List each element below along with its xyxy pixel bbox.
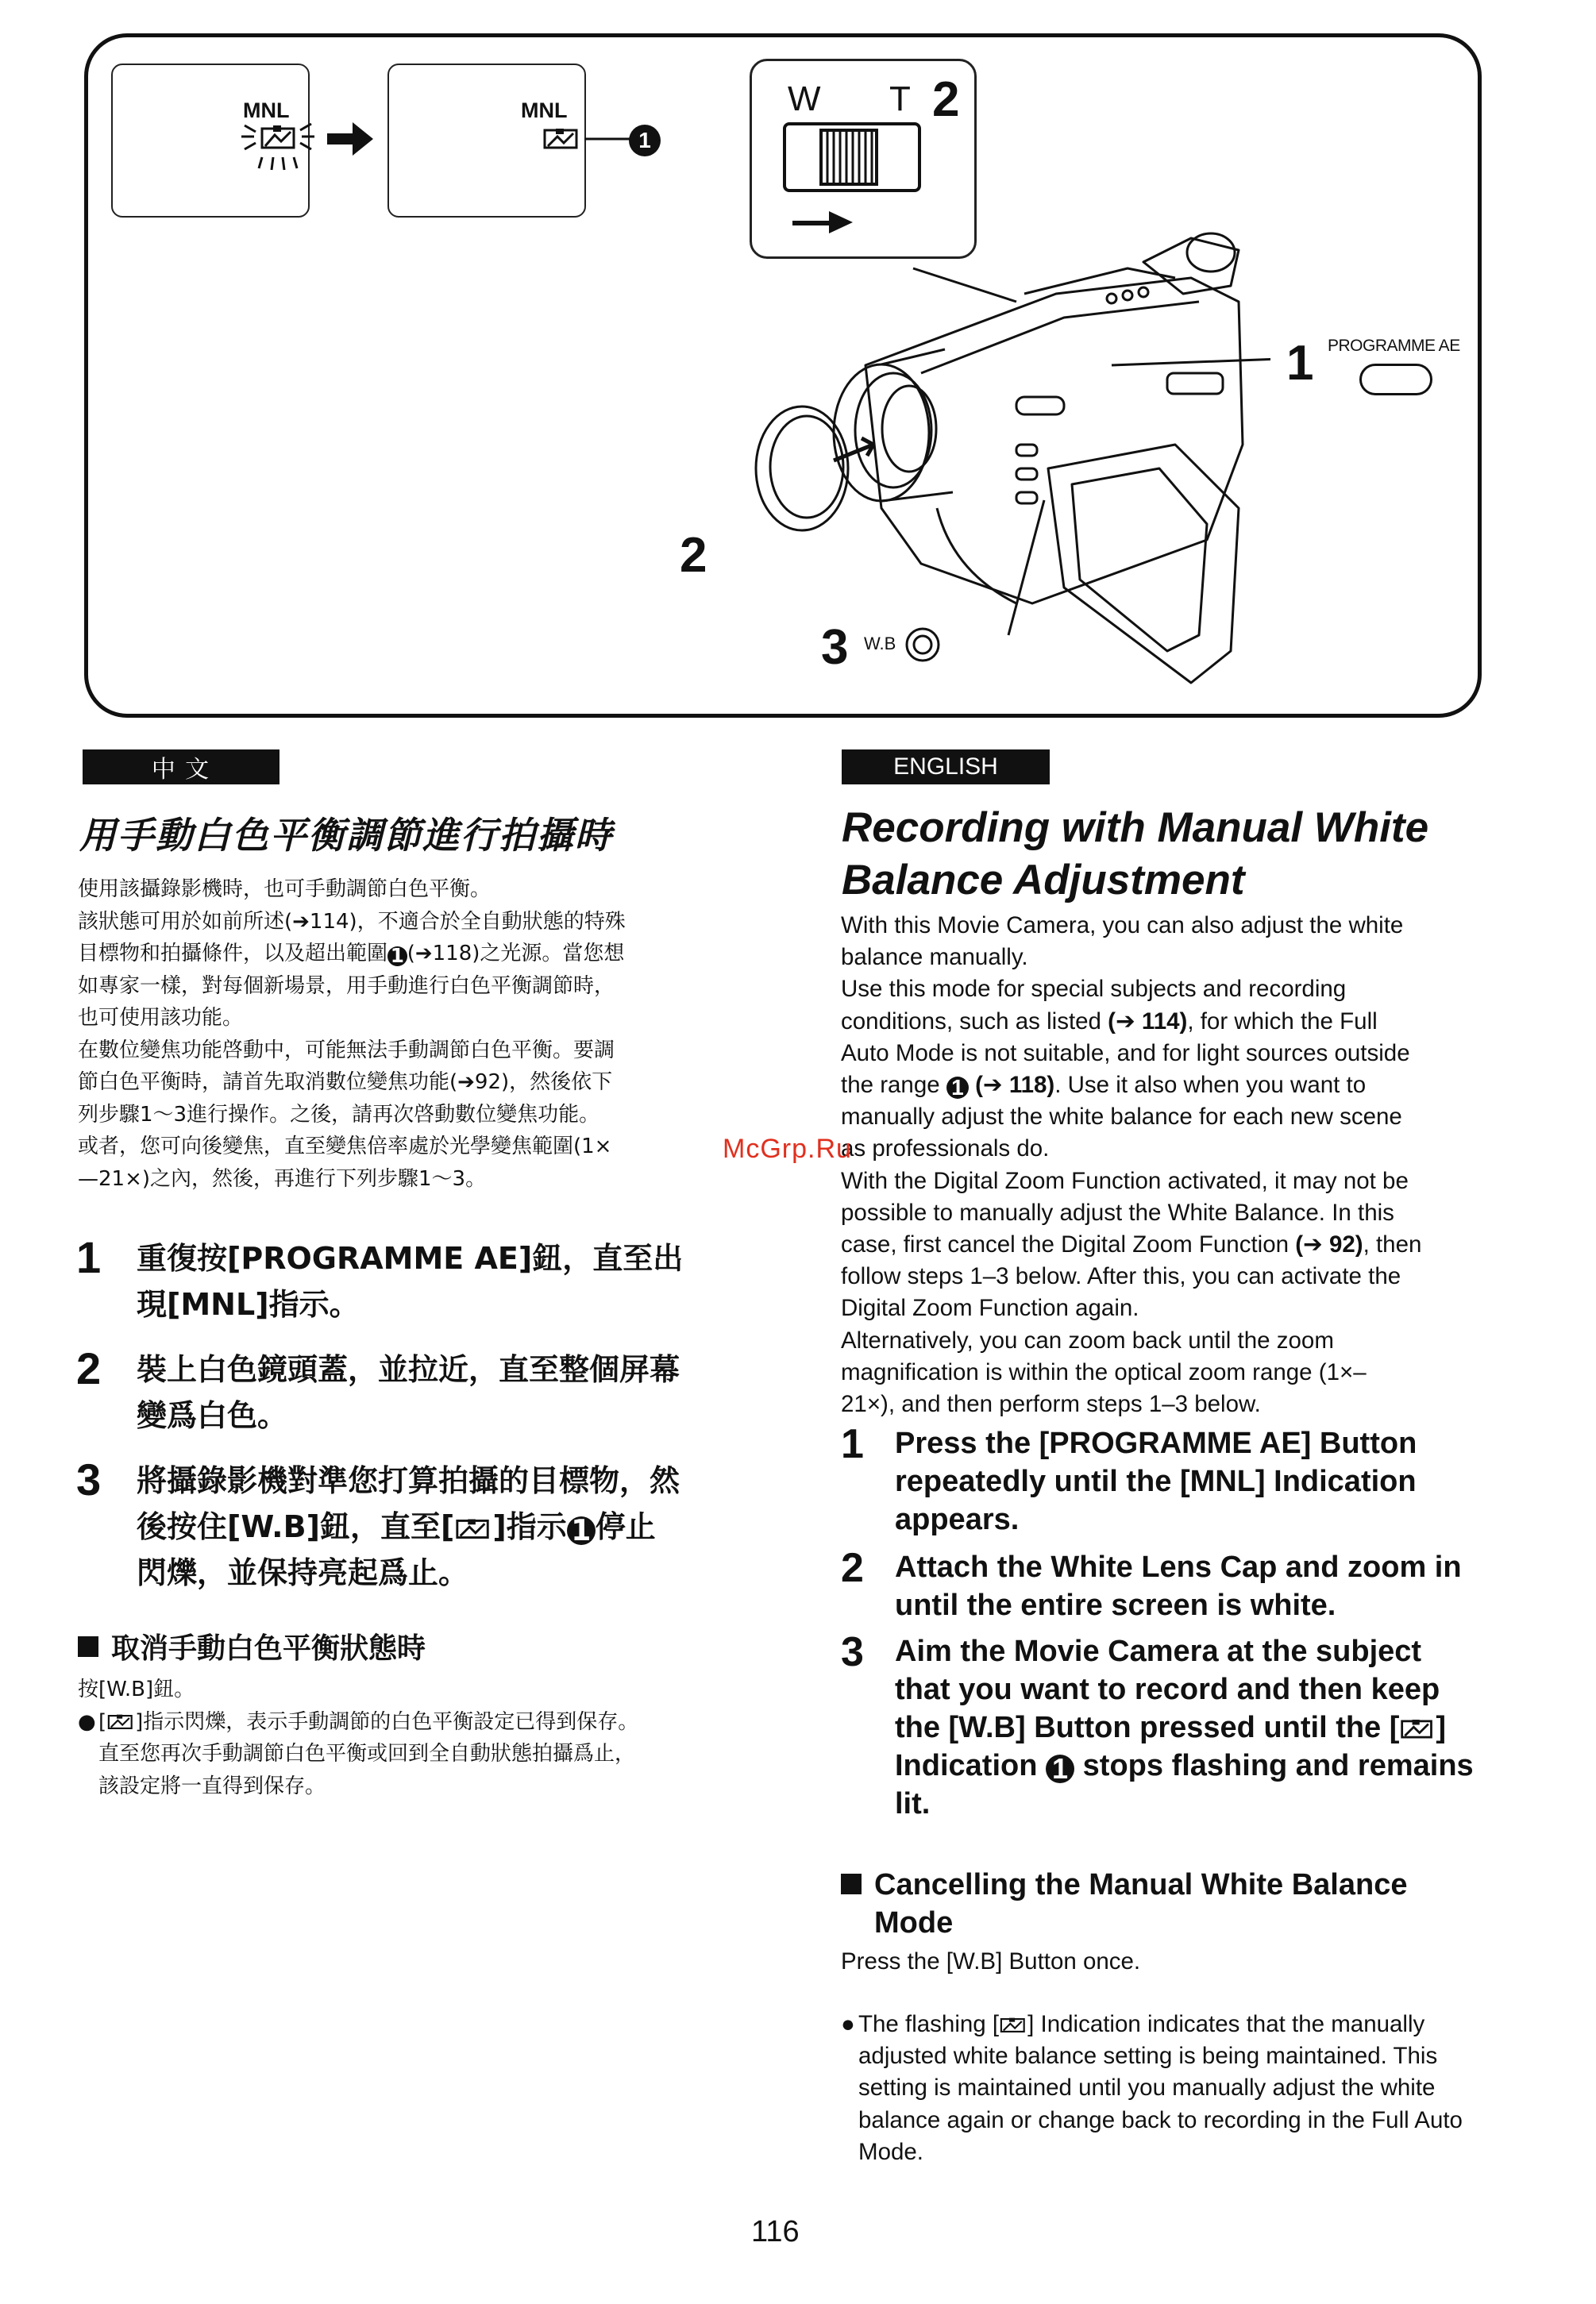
en-intro-line: Auto Mode is not suitable, and for light sources outside [841, 1039, 1410, 1066]
zh-intro-line: 在數位變焦功能啓動中，可能無法手動調節白色平衡。要調 [78, 1038, 615, 1062]
zh-step-text [137, 1235, 735, 1327]
en-cancel-heading [841, 1866, 1492, 1942]
zh-step-segment: 停止 [595, 1509, 656, 1544]
chinese-title: 用手動白色平衡調節進行拍攝時 [79, 814, 613, 857]
en-intro-segment: the range [841, 1072, 940, 1099]
step-1-marker: 1 [1286, 336, 1314, 391]
lcd-mnl-label: MNL [243, 98, 290, 122]
en-intro-line: With the Digital Zoom Function activated, it may not be [841, 1167, 1409, 1194]
step-2-marker-cap: 2 [680, 528, 707, 583]
en-step-1 [841, 1421, 1476, 1539]
english-title [842, 802, 1540, 907]
en-intro-line: as professionals do. [841, 1135, 1050, 1162]
square-bullet-icon [78, 1636, 98, 1657]
en-note-segment: ] Indication indicates that the manually adjusted white balance setting is being maintained. This setting is maintained until you manually adjust the white balance again or change back to recording in the Full Auto Mode. [858, 2011, 1463, 2165]
zh-step-text [137, 1347, 735, 1439]
zh-step-line: 將攝錄影機對準您打算拍攝的目標物，然 [137, 1463, 680, 1498]
zh-intro-line: 或者，您可向後變焦，直至變焦倍率處於光學變焦範圍(1× [78, 1135, 612, 1158]
zh-note-line: 直至您再次手動調節白色平衡或回到全自動狀態拍攝爲止， [98, 1742, 636, 1766]
wb-button-icon [904, 626, 942, 664]
zh-note-segment: ]指示閃爍，表示手動調節的白色平衡設定已得到保存。 [135, 1709, 639, 1734]
en-cancel-heading-text: Cancelling the Manual White Balance Mode [874, 1868, 1408, 1940]
en-step-segment: stops flashing and remains lit. [895, 1749, 1474, 1820]
en-intro-line: Alternatively, you can zoom back until the zoom [841, 1327, 1334, 1354]
en-intro-line [841, 1229, 1492, 1261]
en-note [841, 2009, 1476, 2168]
zh-intro-line: 節白色平衡時，請首先取消數位變焦功能(➔92)，然後依下 [78, 1070, 613, 1094]
en-intro-line: possible to manually adjust the White Balance. In this [841, 1199, 1394, 1226]
zh-step-line: 變爲白色。 [137, 1398, 288, 1433]
en-intro-line: follow steps 1–3 below. After this, you can activate the [841, 1263, 1401, 1290]
zh-step-line [137, 1504, 735, 1550]
zh-note-segment: [ [98, 1709, 107, 1734]
en-step-text: Attach the White Lens Cap and zoom in until the entire screen is white. [895, 1551, 1462, 1622]
en-title-line: Balance Adjustment [842, 857, 1245, 903]
arrow-right-icon [324, 118, 376, 160]
english-section-tag: ENGLISH [842, 749, 1050, 784]
zh-step-number: 1 [76, 1232, 102, 1282]
page-number: 116 [751, 2215, 800, 2248]
bullet-icon: ● [841, 2011, 855, 2037]
zh-step-number: 3 [76, 1454, 102, 1505]
en-intro-segment: , for which the Full [1187, 1008, 1378, 1034]
zh-intro-line: 也可使用該功能。 [78, 1006, 244, 1030]
en-step-3 [841, 1629, 1476, 1823]
white-balance-icon [1399, 1717, 1436, 1741]
zh-note [78, 1706, 737, 1803]
zh-step-2 [76, 1343, 735, 1439]
white-balance-icon [999, 2016, 1027, 2035]
step-3-marker: 3 [821, 620, 849, 675]
zh-note-line [98, 1706, 638, 1739]
lcd-mnl-label-2: MNL [521, 98, 568, 122]
circled-one-icon: 1 [946, 1077, 969, 1099]
english-intro [841, 910, 1492, 1420]
zh-intro-line: 使用該攝錄影機時，也可手動調節白色平衡。 [78, 877, 492, 901]
zh-intro-line [78, 938, 729, 970]
step-2-marker-zoom: 2 [932, 72, 960, 127]
en-intro-line: Use this mode for special subjects and recording [841, 976, 1347, 1003]
zh-intro-line: 該狀態可用於如前所述(➔114)，不適合於全自動狀態的特殊 [78, 909, 626, 934]
zh-step-segment: 後按住[W.B]鈕，直至[ [137, 1509, 455, 1544]
en-page-ref: (➔ 114) [1108, 1008, 1188, 1034]
en-intro-segment: conditions, such as listed [841, 1008, 1101, 1034]
en-intro-line: manually adjust the white balance for each new scene [841, 1104, 1402, 1131]
zh-step-segment: ]指示 [492, 1509, 567, 1544]
zh-intro-line: 列步驟1～3進行操作。之後，請再次啓動數位變焦功能。 [78, 1102, 600, 1127]
white-balance-icon [542, 127, 581, 151]
zh-step-text [137, 1458, 735, 1596]
chinese-section-tag: 中 文 [83, 749, 279, 784]
en-title-line: Recording with Manual White [842, 804, 1429, 851]
en-step-segment: Aim the Movie Camera at the subject that you want to record and then keep the [W.B] Button pressed until the [ [895, 1635, 1440, 1744]
zh-step-line: 裝上白色鏡頭蓋，並拉近，直至整個屏幕 [137, 1352, 680, 1387]
zh-step-1 [76, 1232, 735, 1327]
callout-number-1: 1 [629, 125, 661, 156]
en-intro-line: With this Movie Camera, you can also adjust the white [841, 912, 1404, 938]
white-balance-flashing-icon [238, 119, 318, 175]
white-balance-icon [106, 1713, 135, 1732]
zh-cancel-heading-text: 取消手動白色平衡狀態時 [111, 1632, 426, 1665]
zh-cancel-heading [78, 1626, 426, 1666]
zh-intro-segment: (➔118)之光源。當您想 [407, 942, 625, 965]
white-balance-icon [454, 1517, 492, 1541]
zh-step-line: 閃爍，並保持亮起爲止。 [137, 1555, 469, 1590]
en-cancel-body: Press the [W.B] Button once. [841, 1948, 1141, 1975]
en-page-ref: (➔ 92) [1295, 1231, 1363, 1258]
en-page-ref: (➔ 118) [975, 1072, 1055, 1099]
bullet-icon: ● [78, 1709, 96, 1734]
camcorder-drawing [683, 206, 1270, 699]
programme-ae-button-icon [1359, 364, 1432, 395]
zoom-w-label: W [788, 79, 821, 118]
en-intro-line [841, 1006, 1492, 1038]
en-step-text [895, 1632, 1476, 1823]
en-step-number: 3 [841, 1629, 864, 1675]
en-step-text: Press the [PROGRAMME AE] Button repeatedly until the [MNL] Indication appears. [895, 1427, 1417, 1536]
en-step-segment: ] Indication [895, 1711, 1447, 1782]
en-intro-line: Digital Zoom Function again. [841, 1295, 1139, 1322]
en-intro-line: magnification is within the optical zoom range (1×– [841, 1358, 1367, 1385]
zh-cancel-body [78, 1674, 737, 1802]
circled-one-icon: 1 [387, 946, 407, 966]
en-intro-line [841, 1069, 1492, 1101]
en-intro-line: 21×), and then perform steps 1–3 below. [841, 1391, 1261, 1418]
circled-one-icon: 1 [1046, 1755, 1074, 1783]
zh-intro-line: —21×)之內，然後，再進行下列步驟1～3。 [78, 1166, 487, 1191]
en-intro-line: balance manually. [841, 944, 1028, 971]
zh-step-line: 現[MNL]指示。 [137, 1287, 360, 1322]
zh-step-line: 重復按[PROGRAMME AE]鈕，直至出 [137, 1241, 684, 1276]
watermark: McGrp.Ru [723, 1134, 852, 1164]
zoom-t-label: T [889, 79, 911, 118]
zh-step-number: 2 [76, 1343, 102, 1393]
callout-leader-line [584, 135, 632, 143]
chinese-intro [78, 873, 729, 1195]
zh-intro-segment: 目標物和拍攝條件，以及超出範圍 [78, 942, 388, 965]
en-note-text [858, 2009, 1476, 2168]
en-step-number: 1 [841, 1421, 864, 1467]
en-intro-segment: , then [1363, 1231, 1422, 1258]
en-note-segment: The flashing [ [858, 2011, 1000, 2037]
programme-ae-label: PROGRAMME AE [1328, 337, 1460, 355]
zh-cancel-line: 按[W.B]鈕。 [78, 1678, 195, 1701]
wb-button-label: W.B [864, 634, 896, 653]
square-bullet-icon [841, 1874, 862, 1894]
en-step-2 [841, 1545, 1476, 1624]
zh-note-line: 該設定將一直得到保存。 [98, 1774, 326, 1798]
en-intro-segment: . Use it also when you want to [1054, 1072, 1367, 1099]
en-step-number: 2 [841, 1545, 864, 1591]
zh-intro-line: 如專家一樣，對每個新場景，用手動進行白色平衡調節時， [78, 973, 615, 998]
circled-one-icon: 1 [567, 1516, 596, 1545]
en-intro-segment: case, first cancel the Digital Zoom Function [841, 1231, 1290, 1258]
zh-step-3 [76, 1454, 735, 1596]
